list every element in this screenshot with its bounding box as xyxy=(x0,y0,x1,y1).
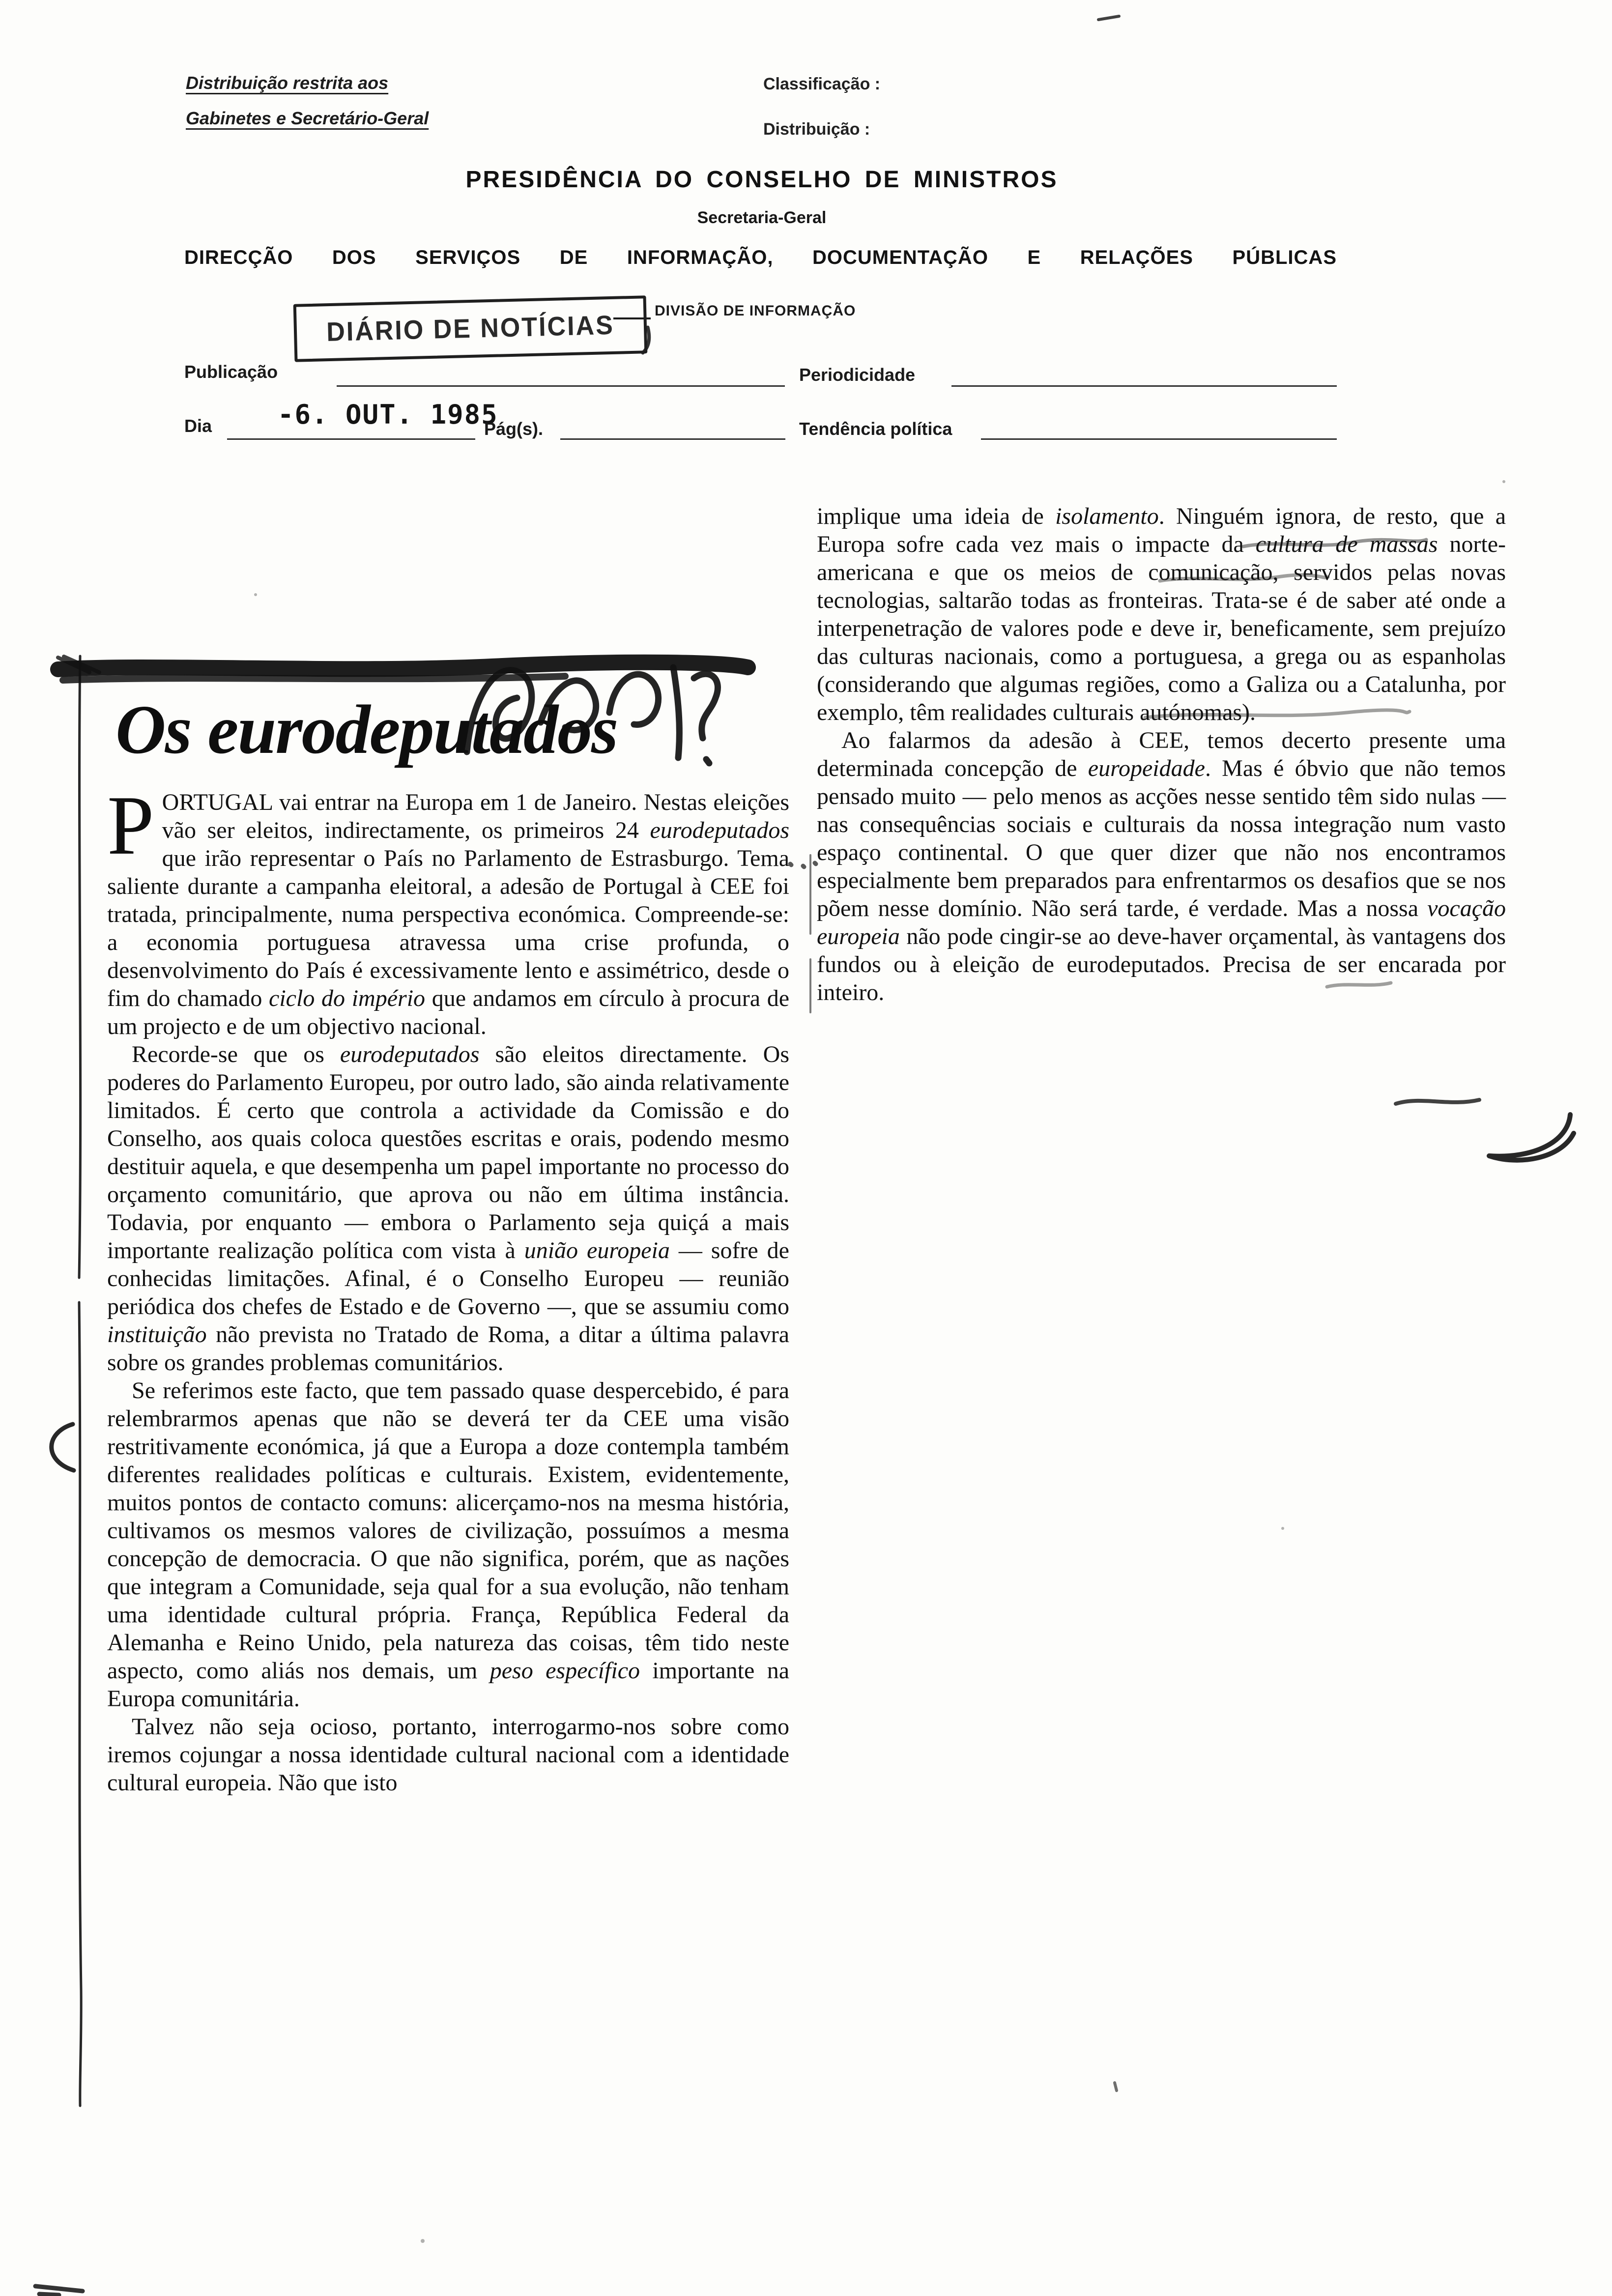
restricted-distribution-note xyxy=(186,73,429,144)
pen-swoosh xyxy=(1489,1115,1574,1160)
publicacao-label: Publicação xyxy=(184,362,278,382)
organization-subtitle: Secretaria-Geral xyxy=(697,208,827,227)
margin-hook xyxy=(52,1424,74,1470)
date-stamp: -6. OUT. 1985 xyxy=(278,399,498,430)
article-paragraph: Recorde-se que os eurodeputados são eleitos directamente. Os poderes do Parlamento Europeu, por outro lado, são ainda relativamente limitados. É certo que controla a actividade da Comissão e do Conselho, aos quais coloca questões escritas e orais, podendo mesmo destituir aquela, e que desempenha um papel importante no processo do orçamento comunitário, que aprova ou não em última instância. Todavia, por enquanto — embora o Parlamento seja quiçá a mais importante realização política com vista à união europeia — sofre de conhecidas limitações. Afinal, é o Conselho Europeu — reunião periódica dos chefes de Estado e de Governo —, que se assumiu como instituição não prevista no Tratado de Roma, a ditar a última palavra sobre os grandes problemas comunitários. xyxy=(107,1041,789,1376)
article-paragraph: implique uma ideia de isolamento. Ninguém ignora, de resto, que a Europa sofre cada vez mais o impacte da cultura de massas norte-americana e que os meios de comunicação, servidos pelas novas tecnologias, saltarão todas as fronteiras. Trata-se é de saber até onde a interpenetração de valores pode e deve ir, beneficamente, sem prejuízo das culturas nacionais, como a portuguesa, a grega ou as espanholas (considerando que algumas regiões, como a Galiza ou a Catalunha, por exemplo, têm realidades culturais autónomas). xyxy=(817,503,1506,725)
newspaper-stamp-box xyxy=(293,295,648,362)
clipping-edge-line xyxy=(79,656,81,2106)
paragraph-text: ORTUGAL vai entrar na Europa em 1 de Janeiro. Nestas eleições vão ser eleitos, indirectamente, os primeiros 24 eurodeputados que irão representar o País no Parlamento de Estrasburgo. Tema saliente durante a campanha eleitoral, a adesão de Portugal à CEE foi tratada, principalmente, numa perspectiva económica. Compreende-se: a economia portuguesa atravessa uma crise profunda, o desenvolvimento do País é excessivamente lento e assimétrico, desde o fim do chamado ciclo do império que andamos em círculo à procura de um projecto e de um objectivo nacional. xyxy=(107,789,790,1039)
division-label: DIVISÃO DE INFORMAÇÃO xyxy=(655,303,856,319)
article-paragraph xyxy=(107,779,790,1040)
periodicidade-blank-line xyxy=(951,365,1337,387)
pags-blank-line xyxy=(560,418,785,440)
dropcap-letter: P xyxy=(107,779,154,872)
restricted-line-2: Gabinetes e Secretário-Geral xyxy=(186,108,429,128)
pags-label: Pág(s). xyxy=(484,419,544,439)
dia-blank-line xyxy=(227,418,475,440)
article-paragraph: Talvez não seja ocioso, portanto, interrogarmo-nos sobre como iremos cojungar a nossa identidade cultural nacional com a identidade cultural europeia. Não que isto xyxy=(107,1714,789,1796)
dia-label: Dia xyxy=(184,416,212,436)
classificacao-label: Classificação : xyxy=(763,75,881,93)
article-title: Os eurodeputados xyxy=(115,690,618,768)
pen-underline xyxy=(1396,1100,1479,1104)
scan-dot xyxy=(421,2239,425,2243)
newspaper-stamp-text: DIÁRIO DE NOTÍCIAS xyxy=(326,310,615,347)
article-paragraph: Ao falarmos da adesão à CEE, temos decerto presente uma determinada concepção de europeidade. Mas é óbvio que não temos pensado muito — pelo menos as acções nesse sentido têm sido nulas — nas consequências sociais e culturais da nossa integração num vasto espaço continental. O que quer dizer que não nos encontramos especialmente bem preparados para enfrentarmos os desafios que se nos põem nesse domínio. Não será tarde, é verdade. Mas a nossa vocação europeia não pode cingir-se ao deve-haver orçamental, às vantagens dos fundos ou à eleição de eurodeputados. Precisa de ser encarada por inteiro. xyxy=(817,727,1506,1005)
tendencia-label: Tendência política xyxy=(799,419,952,439)
cutoff-fragment xyxy=(35,2286,83,2295)
periodicidade-label: Periodicidade xyxy=(799,365,916,385)
tendencia-blank-line xyxy=(981,418,1337,440)
direction-services-line: DIRECÇÃO DOS SERVIÇOS DE INFORMAÇÃO, DOCUMENTAÇÃO E RELAÇÕES PÚBLICAS xyxy=(184,247,1337,268)
redaction-bar-texture xyxy=(63,676,565,680)
distribuicao-label: Distribuição : xyxy=(763,120,870,139)
scan-dot xyxy=(1502,480,1505,483)
restricted-line-1: Distribuição restrita aos xyxy=(186,73,389,93)
article-paragraph: Se referimos este facto, que tem passado quase despercebido, é para relembrarmos apenas que não se deverá ter da CEE uma visão restritivamente económica, já que a Europa a doze contempla também diferentes realidades políticas e culturais. Existem, evidentemente, muitos pontos de contacto comuns: alicerçamo-nos na mesma história, cultivamos os mesmos valores de civilização, possuímos a mesma concepção de democracia. O que não significa, porém, que as nações que integram a Comunidade, seja qual for a sua evolução, não tenham uma identidade cultural própria. França, República Federal da Alemanha e Reino Unido, pela natureza das coisas, têm tido neste aspecto, como aliás nos demais, um peso específico importante na Europa comunitária. xyxy=(107,1378,790,1712)
article-column-left xyxy=(107,779,790,1797)
pen-dots xyxy=(790,863,816,867)
redaction-bar xyxy=(58,662,748,669)
scan-noise-mark xyxy=(1098,16,1119,20)
organization-title: PRESIDÊNCIA DO CONSELHO DE MINISTROS xyxy=(465,167,1058,193)
publicacao-blank-line xyxy=(337,365,785,387)
scan-dot xyxy=(1281,1527,1284,1530)
scan-dot xyxy=(254,593,257,596)
scan-speck xyxy=(1115,2083,1117,2091)
redaction-bar-scribble xyxy=(58,657,99,672)
article-column-right xyxy=(817,502,1506,1006)
